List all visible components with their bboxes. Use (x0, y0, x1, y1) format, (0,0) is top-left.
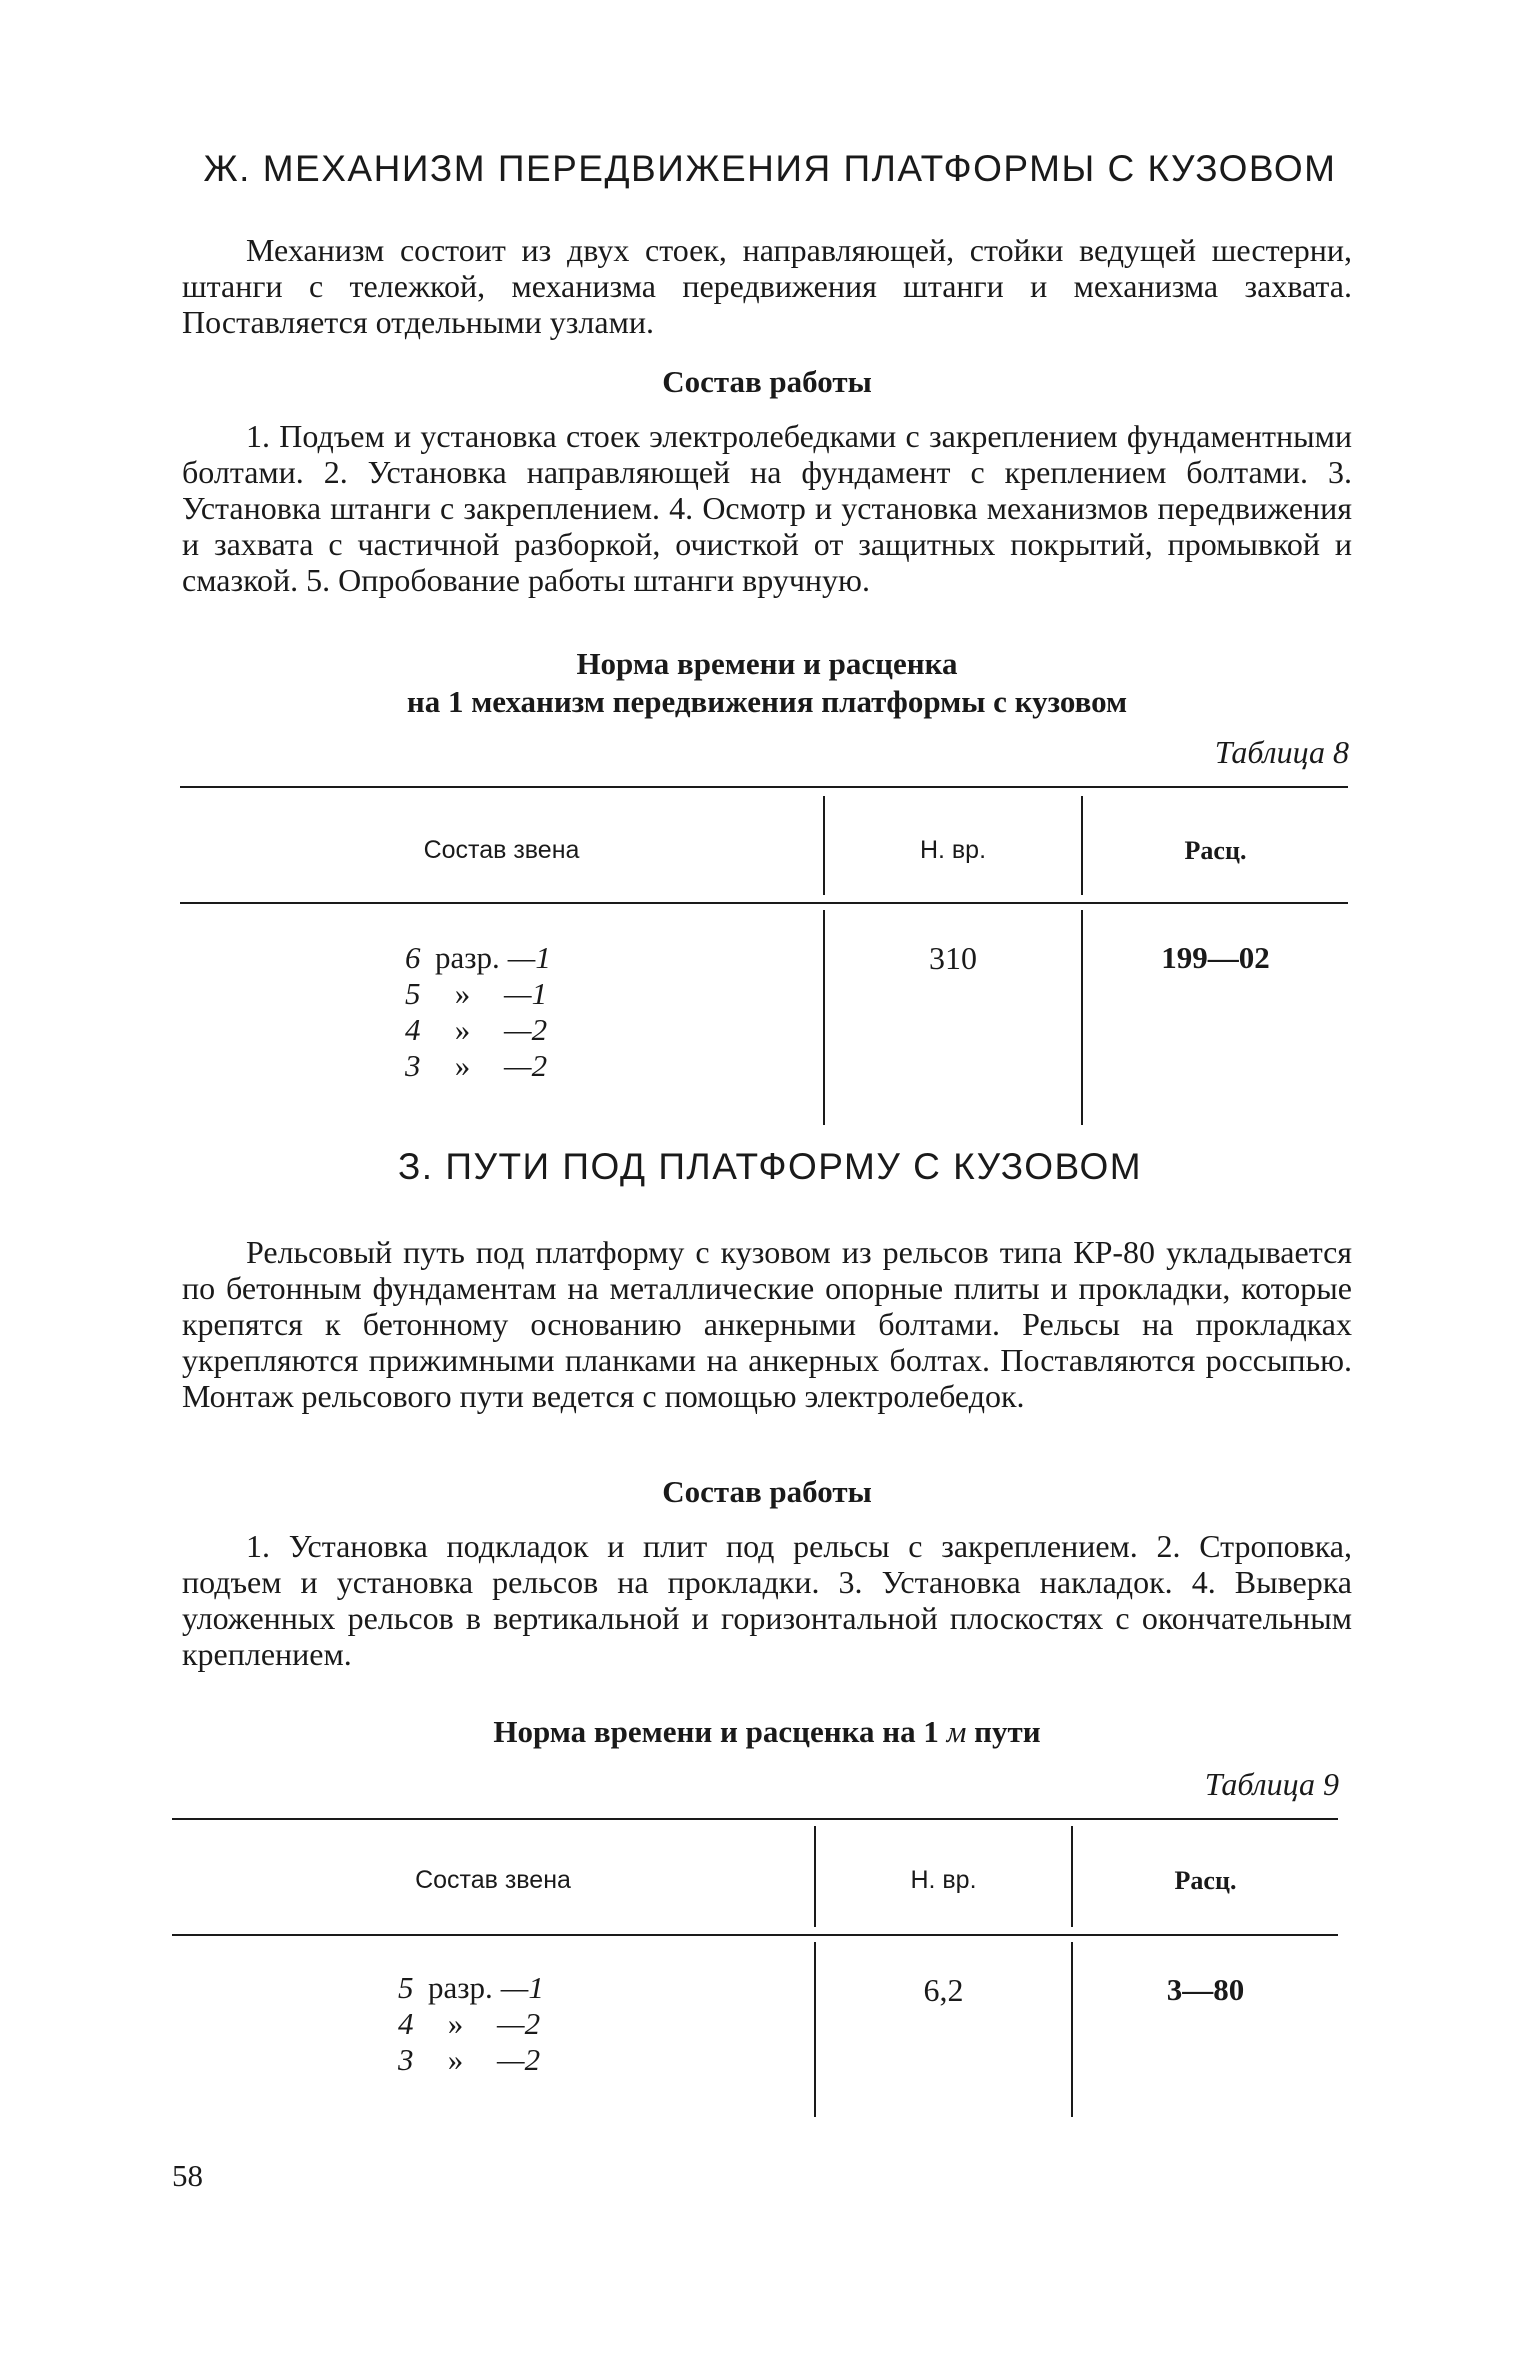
work-text-body: 1. Подъем и установка стоек электролебедками с закреплением фундаментными болтами. 2. Установка направляющей на фундамент с креплением болтами. 3. Установка штанги с закреплением. 4. Осмотр и установка механизмов передвижения и захвата с частичной разборкой, очисткой от защитных покрытий, промывкой и смазкой. 5. Опробование работы штанги вручную. (182, 418, 1352, 598)
work-heading: Состав работы (662, 1474, 872, 1509)
col-header-time: Н. вр. (910, 1866, 977, 1894)
time-norm-value: 6,2 (923, 1972, 964, 2008)
table-col-divider (814, 1942, 816, 2117)
col-header-crew: Состав звена (415, 1866, 571, 1894)
rate-value: 3—80 (1166, 1972, 1245, 2007)
work-text-body: 1. Установка подкладок и плит под рельсы с закреплением. 2. Строповка, подъем и установка рельсов на прокладки. 3. Установка накладок. 4. Выверка уложенных рельсов в вертикальной и горизонтальной плоскостях с окончательным креплением. (182, 1528, 1352, 1672)
time-norm-value: 310 (929, 940, 977, 976)
crew-list (398, 1970, 544, 2078)
crew-row: 3 » —2 (398, 2042, 541, 2077)
crew-row: 3 » —2 (405, 1048, 548, 1083)
col-header-time: Н. вр. (919, 836, 987, 864)
work-text (182, 418, 1352, 598)
table-label: Таблица 8 (1214, 734, 1349, 770)
section-intro-text: Рельсовый путь под платформу с кузовом из рельсов типа КР-80 укладывается по бетонным фундаментам на металлические опорные плиты и прокладки, которые крепятся к бетонному основанию анкерными болтами. Рельсы на прокладках укрепляются прижимными планками на анкерных болтах. Поставляются россыпью. Монтаж рельсового пути ведется с помощью электролебедок. (182, 1234, 1352, 1414)
crew-list (405, 940, 551, 1084)
crew-row: 4 » —2 (398, 2006, 541, 2041)
crew-row: 6 разр. —1 (405, 940, 551, 975)
norm-heading: Норма времени и расценка на 1 м пути (493, 1714, 1041, 1749)
section-title: З. ПУТИ ПОД ПЛАТФОРМУ С КУЗОВОМ (397, 1146, 1143, 1187)
table-header-rule (180, 902, 1348, 904)
col-header-crew: Состав звена (423, 836, 580, 864)
col-header-rate: Расц. (1184, 836, 1247, 865)
col-header-rate: Расц. (1174, 1866, 1237, 1895)
rate-value: 199—02 (1161, 940, 1270, 975)
table-label: Таблица 9 (1204, 1766, 1339, 1802)
section-title: Ж. МЕХАНИЗМ ПЕРЕДВИЖЕНИЯ ПЛАТФОРМЫ С КУЗОВОМ (203, 148, 1337, 189)
crew-row: 4 » —2 (405, 1012, 548, 1047)
table-col-divider (1071, 1942, 1073, 2117)
section-intro (182, 1234, 1352, 1414)
section-intro (182, 232, 1352, 340)
work-text (182, 1528, 1352, 1672)
section-intro-text: Механизм состоит из двух стоек, направляющей, стойки ведущей шестерни, штанги с тележкой, механизма передвижения штанги и механизма захвата. Поставляется отдельными узлами. (182, 232, 1352, 340)
page-number: 58 (172, 2158, 203, 2193)
crew-row: 5 разр. —1 (398, 1970, 544, 2005)
table-top-rule (180, 786, 1348, 788)
table-top-rule (172, 1818, 1338, 1820)
work-heading: Состав работы (662, 364, 872, 399)
crew-row: 5 » —1 (405, 976, 548, 1011)
norm-heading: Норма времени и расценка (576, 646, 958, 681)
table-header-rule (172, 1934, 1338, 1936)
norm-heading-sub: на 1 механизм передвижения платформы с кузовом (406, 684, 1128, 719)
